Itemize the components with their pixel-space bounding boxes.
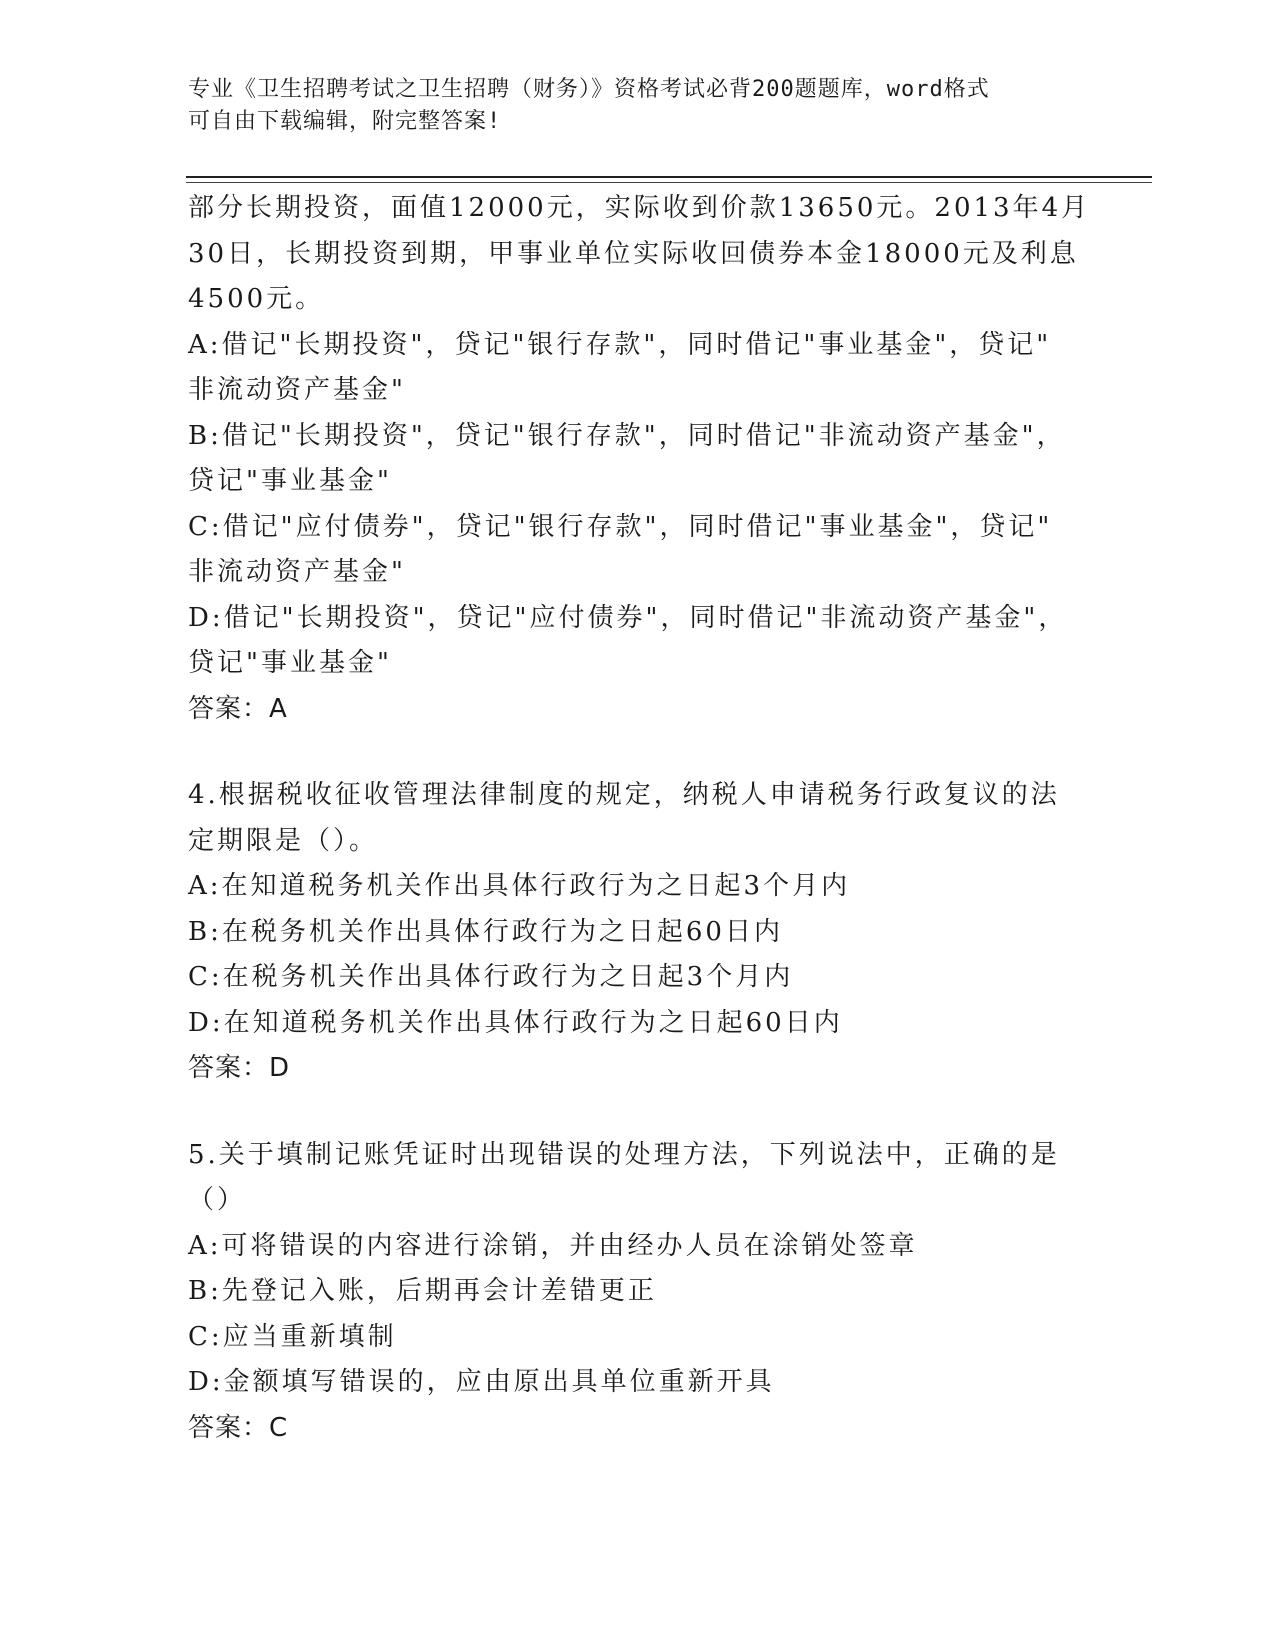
option-a-line: A:借记"长期投资"，贷记"银行存款"，同时借记"事业基金"，贷记" (188, 329, 1052, 360)
document-header (188, 74, 1068, 138)
option-d-line: D:借记"长期投资"，贷记"应付债券"，同时借记"非流动资产基金"， (188, 602, 1068, 633)
question-3-continuation (188, 186, 1091, 732)
header-divider-thin (186, 182, 1152, 183)
answer-label: 答案：A (188, 693, 288, 724)
option-d-line: 贷记"事业基金" (188, 648, 392, 678)
question-stem-line: （） (188, 1185, 247, 1215)
answer-label: 答案：C (188, 1412, 289, 1443)
option-b: B:先登记入账，后期再会计差错更正 (188, 1276, 657, 1306)
option-c-line: C:借记"应付债券"，贷记"银行存款"，同时借记"事业基金"，贷记" (188, 511, 1053, 542)
header-divider-thick (186, 176, 1152, 178)
spacer (188, 732, 1088, 773)
answer-label: 答案：D (188, 1053, 291, 1083)
option-b-line: 贷记"事业基金" (188, 466, 392, 496)
header-line-1: 专业《卫生招聘考试之卫生招聘（财务）》资格考试必背200题题库，word格式 (188, 77, 990, 102)
question-stem-line: 5.关于填制记账凭证时出现错误的处理方法，下列说法中，正确的是 (188, 1139, 1060, 1170)
question-stem-line: 部分长期投资，面值12000元，实际收到价款13650元。2013年4月 (188, 193, 1091, 223)
header-line-2: 可自由下载编辑，附完整答案! (188, 109, 502, 134)
option-b: B:在税务机关作出具体行政行为之日起60日内 (188, 916, 783, 947)
option-a: A:可将错误的内容进行涂销，并由经办人员在涂销处签章 (188, 1230, 918, 1261)
question-stem-line: 4.根据税收征收管理法律制度的规定，纳税人申请税务行政复议的法 (188, 780, 1060, 810)
question-stem-line: 4500元。 (188, 284, 325, 314)
option-d: D:在知道税务机关作出具体行政行为之日起60日内 (188, 1007, 843, 1038)
spacer (188, 1092, 1088, 1133)
option-a: A:在知道税务机关作出具体行政行为之日起3个月内 (188, 871, 851, 901)
question-5 (188, 1133, 1088, 1452)
question-stem-line: 30日，长期投资到期，甲事业单位实际收回债券本金18000元及利息 (188, 238, 1079, 269)
option-c: C:在税务机关作出具体行政行为之日起3个月内 (188, 962, 794, 992)
question-stem-line: 定期限是（）。 (188, 825, 379, 856)
option-c: C:应当重新填制 (188, 1321, 397, 1352)
document-body (188, 186, 1091, 1451)
option-a-line: 非流动资产基金" (188, 375, 406, 405)
option-c-line: 非流动资产基金" (188, 557, 406, 587)
option-d: D:金额填写错误的，应由原出具单位重新开具 (188, 1367, 775, 1397)
question-4 (188, 773, 1088, 1092)
option-b-line: B:借记"长期投资"，贷记"银行存款"，同时借记"非流动资产基金"， (188, 420, 1066, 451)
